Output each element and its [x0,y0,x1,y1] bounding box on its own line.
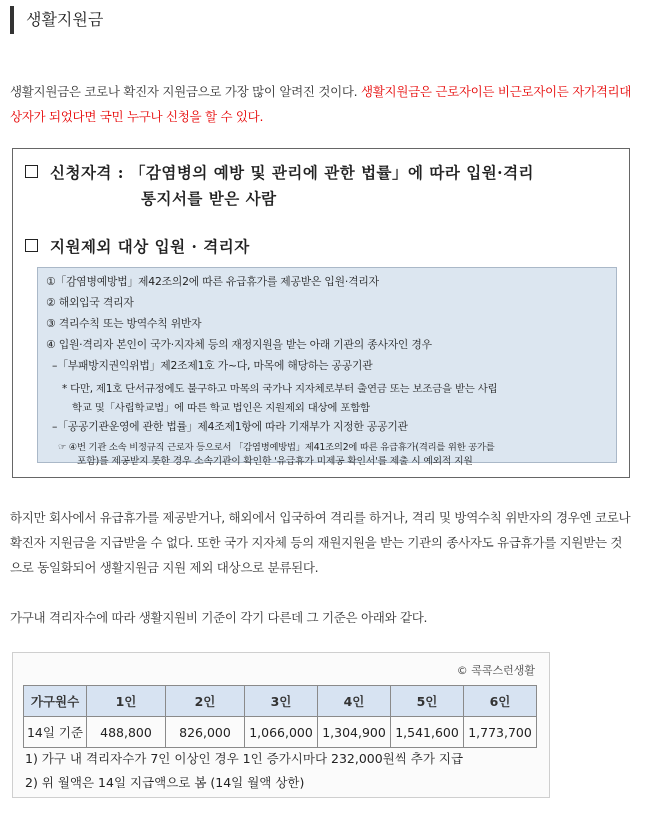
table-header-cell: 6인 [464,686,537,717]
table-header-cell: 가구원수 [24,686,87,717]
exclusion-subitem: –「부패방지권익위법」제2조제1호 가~다, 마목에 해당하는 공공기관 [52,359,373,372]
copyright-text: © 콕콕스런생활 [456,664,535,677]
eligibility-question [25,161,534,183]
intro-highlight-text: 생활지원금은 근로자이든 비근로자이든 자가격리대상자가 되었다면 국민 누구나 신청을 할 수 있다. [10,84,632,124]
checkbox-square-icon [25,165,38,178]
table-row [24,717,537,748]
exclusion-exception-cont: 포함)를 제공받지 못한 경우 소속기관이 확인한 '유급휴가 미제공 확인서'를 제출 시 예외적 지원 [77,456,473,467]
exclusion-item: ③ 격리수칙 또는 방역수칙 위반자 [46,317,202,330]
table-cell: 1,773,700 [464,717,537,748]
table-cell: 1,304,900 [318,717,391,748]
exclusion-item: ①「감염병예방법」제42조의2에 따른 유급휴가를 제공받은 입원·격리자 [46,275,379,288]
table-header-cell: 3인 [245,686,318,717]
intro-text: 생활지원금은 코로나 확진자 지원금으로 가장 많이 알려진 것이다. [10,84,361,99]
living-support-table-image [12,652,550,798]
section-heading-text: 생활지원금 [26,10,104,29]
table-header-cell: 5인 [391,686,464,717]
exclusion-item: ② 해외입국 격리자 [46,296,134,309]
eligibility-label: 신청자격 : 「감염병의 예방 및 관리에 관한 법률」에 따라 입원·격리 [50,163,535,182]
section-heading [10,6,103,34]
table-header-cell: 2인 [166,686,245,717]
table-cell: 826,000 [166,717,245,748]
intro-paragraph [10,79,632,129]
exclusion-list-panel [37,267,617,463]
exclusion-item: ④ 입원·격리자 본인이 국가·지자체 등의 재정지원을 받는 아래 기관의 종사자인 경우 [46,338,432,351]
table-note: 2) 위 월액은 14일 지급액으로 봄 (14일 월액 상한) [25,775,305,790]
exclusion-note-cont: 학교 및「사립학교법」에 따른 학교 법인은 지원제외 대상에 포함함 [72,402,370,414]
living-support-table [23,685,537,748]
table-header-cell: 1인 [87,686,166,717]
eligibility-continuation: 통지서를 받은 사람 [141,189,277,208]
exclusion-exception: ☞ ④번 기관 소속 비정규직 근로자 등으로서 「감염병예방법」제41조의2에 따른 유급휴가(격리를 위한 공가를 [58,442,495,453]
table-cell: 488,800 [87,717,166,748]
checkbox-square-icon [25,239,38,252]
criteria-paragraph: 가구내 격리자수에 따라 생활지원비 기준이 각기 다른데 그 기준은 아래와 같다. [10,610,428,625]
eligibility-box [12,148,630,478]
exclusion-question [25,235,250,257]
table-cell: 1,541,600 [391,717,464,748]
explanation-paragraph: 하지만 회사에서 유급휴가를 제공받거나, 해외에서 입국하여 격리를 하거나, 격리 및 방역수칙 위반자의 경우엔 코로나 확진자 지원금을 지급받을 수 없다. 또한 국가 지자체 등의 재원지원을 받는 기관의 종사자도 유급휴가를 지원받는 것으로 동일화되어 생활지원금 지원 제외 대상으로 분류된다. [10,510,631,575]
table-header-cell: 4인 [318,686,391,717]
exclusion-note: * 다만, 제1호 단서규정에도 불구하고 마목의 국가나 지자체로부터 출연금 또는 보조금을 받는 사립 [62,383,498,395]
exclusion-subitem: –「공공기관운영에 관한 법률」제4조제1항에 따라 기재부가 지정한 공공기관 [52,420,408,433]
exclusion-label: 지원제외 대상 입원 · 격리자 [50,237,250,256]
table-cell: 14일 기준 [24,717,87,748]
table-header-row [24,686,537,717]
table-cell: 1,066,000 [245,717,318,748]
table-note: 1) 가구 내 격리자수가 7인 이상인 경우 1인 증가시마다 232,000원씩 추가 지급 [25,751,464,766]
